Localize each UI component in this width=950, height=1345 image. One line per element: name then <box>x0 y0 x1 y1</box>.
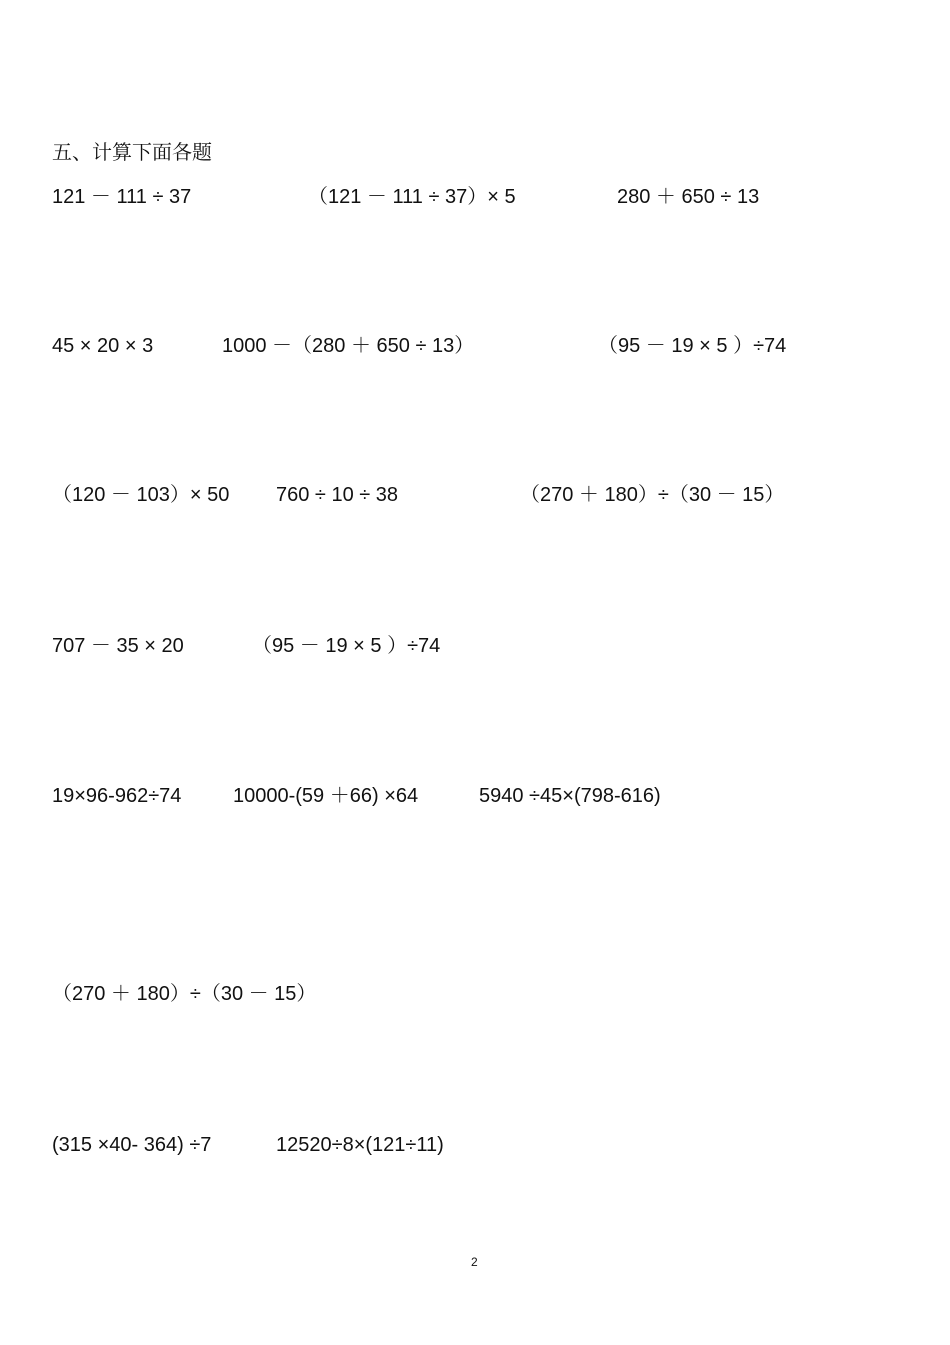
problem-14: 5940 ÷45×(798-616) <box>479 785 661 807</box>
problem-5: 1000 －（280 ＋ 650 ÷ 13） <box>222 335 475 357</box>
problem-12: 19×96-962÷74 <box>52 785 182 807</box>
problem-9: （270 ＋ 180）÷（30 － 15） <box>520 484 785 506</box>
problem-17: 12520÷8×(121÷11) <box>276 1134 444 1156</box>
problem-4: 45 × 20 × 3 <box>52 335 154 357</box>
problem-13: 10000-(59 ＋66) ×64 <box>233 785 419 807</box>
problem-16: (315 ×40- 364) ÷7 <box>52 1134 212 1156</box>
problem-11: （95 － 19 × 5 ）÷74 <box>252 635 441 657</box>
problem-1: 121 － 111 ÷ 37 <box>52 186 192 208</box>
problem-6: （95 － 19 × 5 ）÷74 <box>598 335 787 357</box>
problem-3: 280 ＋ 650 ÷ 13 <box>617 186 760 208</box>
section-title: 五、计算下面各题 <box>52 140 212 164</box>
problem-2: （121 － 111 ÷ 37）× 5 <box>308 186 516 208</box>
problem-15: （270 ＋ 180）÷（30 － 15） <box>52 983 317 1005</box>
problem-8: 760 ÷ 10 ÷ 38 <box>276 484 399 506</box>
page-number: 2 <box>471 1255 478 1269</box>
problem-10: 707 － 35 × 20 <box>52 635 184 657</box>
problem-7: （120 － 103）× 50 <box>52 484 230 506</box>
